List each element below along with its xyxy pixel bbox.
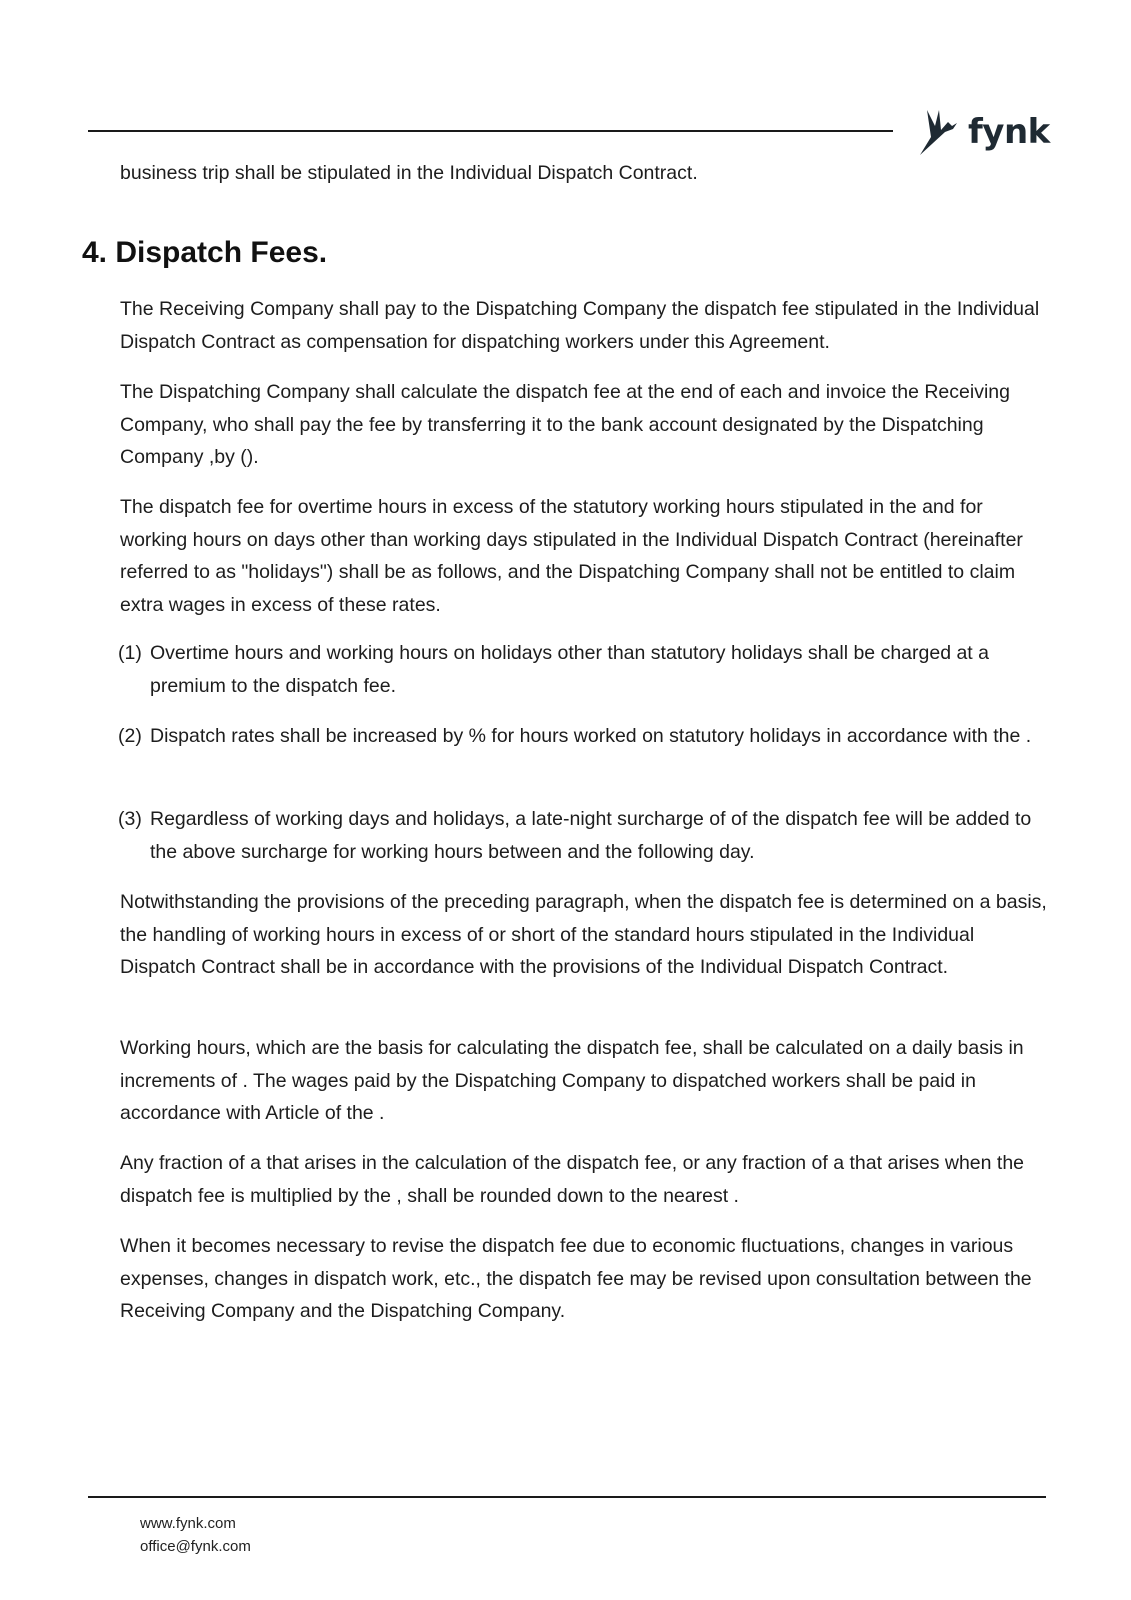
list-item bbox=[118, 720, 1058, 753]
list-item-number: (3) bbox=[118, 808, 142, 830]
paragraph-fee-revision: When it becomes necessary to revise the dispatch fee due to economic fluctuations, changes in various expenses, changes in dispatch work, etc., the dispatch fee may be revised upon consultation between the Receiving Company and the Dispatching Company. bbox=[120, 1235, 1032, 1322]
list-item bbox=[118, 803, 1058, 868]
list-item-text: Dispatch rates shall be increased by % for hours worked on statutory holidays in accordance with the . bbox=[150, 725, 1032, 747]
paragraph-notwithstanding: Notwithstanding the provisions of the preceding paragraph, when the dispatch fee is determined on a basis, the handling of working hours in excess of or short of the standard hours stipulated in the Individual Dispatch Contract shall be in accordance with the provisions of the Individual Dispatch Contract. bbox=[120, 891, 1047, 978]
list-item-number: (1) bbox=[118, 642, 142, 664]
fynk-bird-icon bbox=[918, 108, 962, 156]
paragraph-fee-calculation: The Dispatching Company shall calculate the dispatch fee at the end of each and invoice the Receiving Company, who shall pay the fee by transferring it to the bank account designated by the Dispatching Company ,by (). bbox=[120, 381, 1010, 468]
paragraph-dispatch-fee-payment: The Receiving Company shall pay to the Dispatching Company the dispatch fee stipulated in the Individual Dispatch Contract as compensation for dispatching workers under this Agreement. bbox=[120, 298, 1040, 353]
fynk-logo[interactable] bbox=[918, 108, 1050, 156]
header-divider bbox=[88, 130, 893, 132]
paragraph-working-hours: Working hours, which are the basis for calculating the dispatch fee, shall be calculated on a daily basis in increments of . The wages paid by the Dispatching Company to dispatched workers shall be paid in accordance with Article of the . bbox=[120, 1037, 1024, 1124]
list-item-text: Overtime hours and working hours on holidays other than statutory holidays shall be charged at a premium to the dispatch fee. bbox=[150, 642, 989, 697]
footer-website-link[interactable]: www.fynk.com bbox=[140, 1515, 236, 1532]
footer-email-link[interactable]: office@fynk.com bbox=[140, 1538, 251, 1555]
list-item bbox=[118, 637, 1058, 702]
intro-text: business trip shall be stipulated in the Individual Dispatch Contract. bbox=[120, 162, 698, 184]
list-item-number: (2) bbox=[118, 725, 142, 747]
paragraph-fraction-rounding: Any fraction of a that arises in the calculation of the dispatch fee, or any fraction of a that arises when the dispatch fee is multiplied by the , shall be rounded down to the nearest . bbox=[120, 1152, 1025, 1207]
paragraph-overtime-fees: The dispatch fee for overtime hours in excess of the statutory working hours stipulated in the and for working hours on days other than working days stipulated in the Individual Dispatch Contract (hereinafter referred to as "holidays") shall be as follows, and the Dispatching Company shall not be entitled to claim extra wages in excess of these rates. bbox=[120, 496, 1023, 616]
logo-text: fynk bbox=[968, 112, 1050, 152]
section-title: 4. Dispatch Fees. bbox=[82, 236, 328, 269]
footer-divider bbox=[88, 1496, 1046, 1498]
list-item-text: Regardless of working days and holidays, a late-night surcharge of of the dispatch fee will be added to the above surcharge for working hours between and the following day. bbox=[150, 808, 1032, 863]
